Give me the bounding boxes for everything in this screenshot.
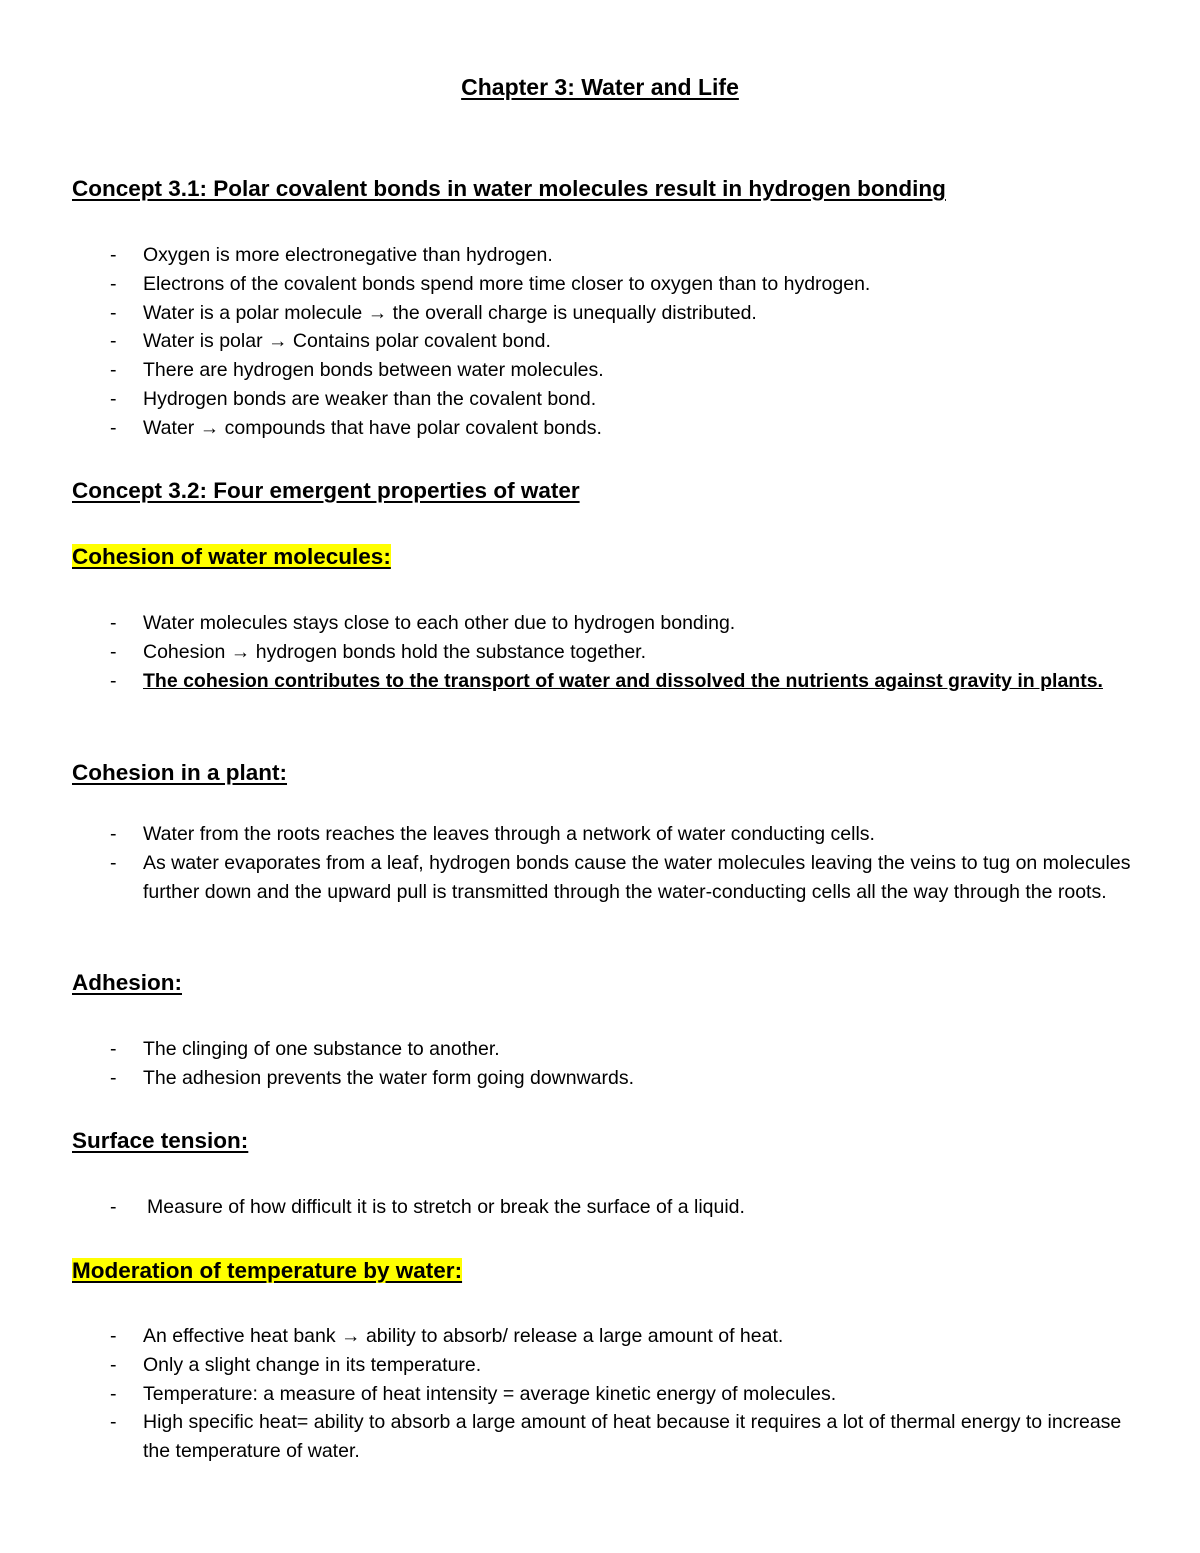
adhesion-list <box>72 1035 1132 1093</box>
surface-tension-list <box>72 1193 1132 1222</box>
concept-3-1-heading: Concept 3.1: Polar covalent bonds in water molecules result in hydrogen bonding <box>72 176 946 201</box>
surface-tension-heading: Surface tension: <box>72 1128 249 1153</box>
list-item: - Water molecules stays close to each other due to hydrogen bonding. <box>110 612 736 634</box>
list-item: - Hydrogen bonds are weaker than the covalent bond. <box>110 387 597 410</box>
list-item: - An effective heat bank → ability to absorb/ release a large amount of heat. <box>110 1325 784 1347</box>
list-item: - Electrons of the covalent bonds spend more time closer to oxygen than to hydrogen. <box>110 272 871 295</box>
list-item: - Water is a polar molecule → the overall charge is unequally distributed. <box>110 301 757 324</box>
moderation-list <box>72 1322 1132 1466</box>
concept-3-2-heading: Concept 3.2: Four emergent properties of water <box>72 478 580 503</box>
list-item: - Only a slight change in its temperature. <box>110 1353 482 1376</box>
cohesion-list <box>72 609 1132 695</box>
list-item: - As water evaporates from a leaf, hydrogen bonds cause the water molecules leaving the veins to tug on molecules further down and the upward pull is transmitted through the water-conducting cells all the way through the roots. <box>110 851 1131 903</box>
list-item: - The clinging of one substance to another. <box>110 1038 500 1060</box>
page-title: Chapter 3: Water and Life <box>461 74 739 100</box>
cohesion-plant-list <box>72 820 1132 906</box>
list-item: - The cohesion contributes to the transport of water and dissolved the nutrients against gravity in plants. <box>110 669 1103 692</box>
list-item: - Oxygen is more electronegative than hydrogen. <box>110 244 553 266</box>
list-item: - There are hydrogen bonds between water molecules. <box>110 359 604 382</box>
moderation-heading: Moderation of temperature by water: <box>72 1258 463 1283</box>
list-item: - Water is polar → Contains polar covalent bond. <box>110 330 551 353</box>
list-item: - Water from the roots reaches the leaves through a network of water conducting cells. <box>110 823 875 845</box>
list-item: - Water → compounds that have polar covalent bonds. <box>110 416 602 439</box>
cohesion-plant-heading: Cohesion in a plant: <box>72 760 288 785</box>
concept-3-1-list <box>72 241 1132 443</box>
list-item: - Temperature: a measure of heat intensity = average kinetic energy of molecules. <box>110 1382 837 1405</box>
adhesion-heading: Adhesion: <box>72 970 182 995</box>
list-item: - Cohesion → hydrogen bonds hold the substance together. <box>110 640 647 663</box>
list-item: - Measure of how difficult it is to stretch or break the surface of a liquid. <box>110 1196 745 1218</box>
cohesion-heading: Cohesion of water molecules: <box>72 544 391 569</box>
list-item: - The adhesion prevents the water form going downwards. <box>110 1066 635 1089</box>
list-item: - High specific heat= ability to absorb a large amount of heat because it requires a lot of thermal energy to increase the temperature of water. <box>110 1411 1122 1463</box>
